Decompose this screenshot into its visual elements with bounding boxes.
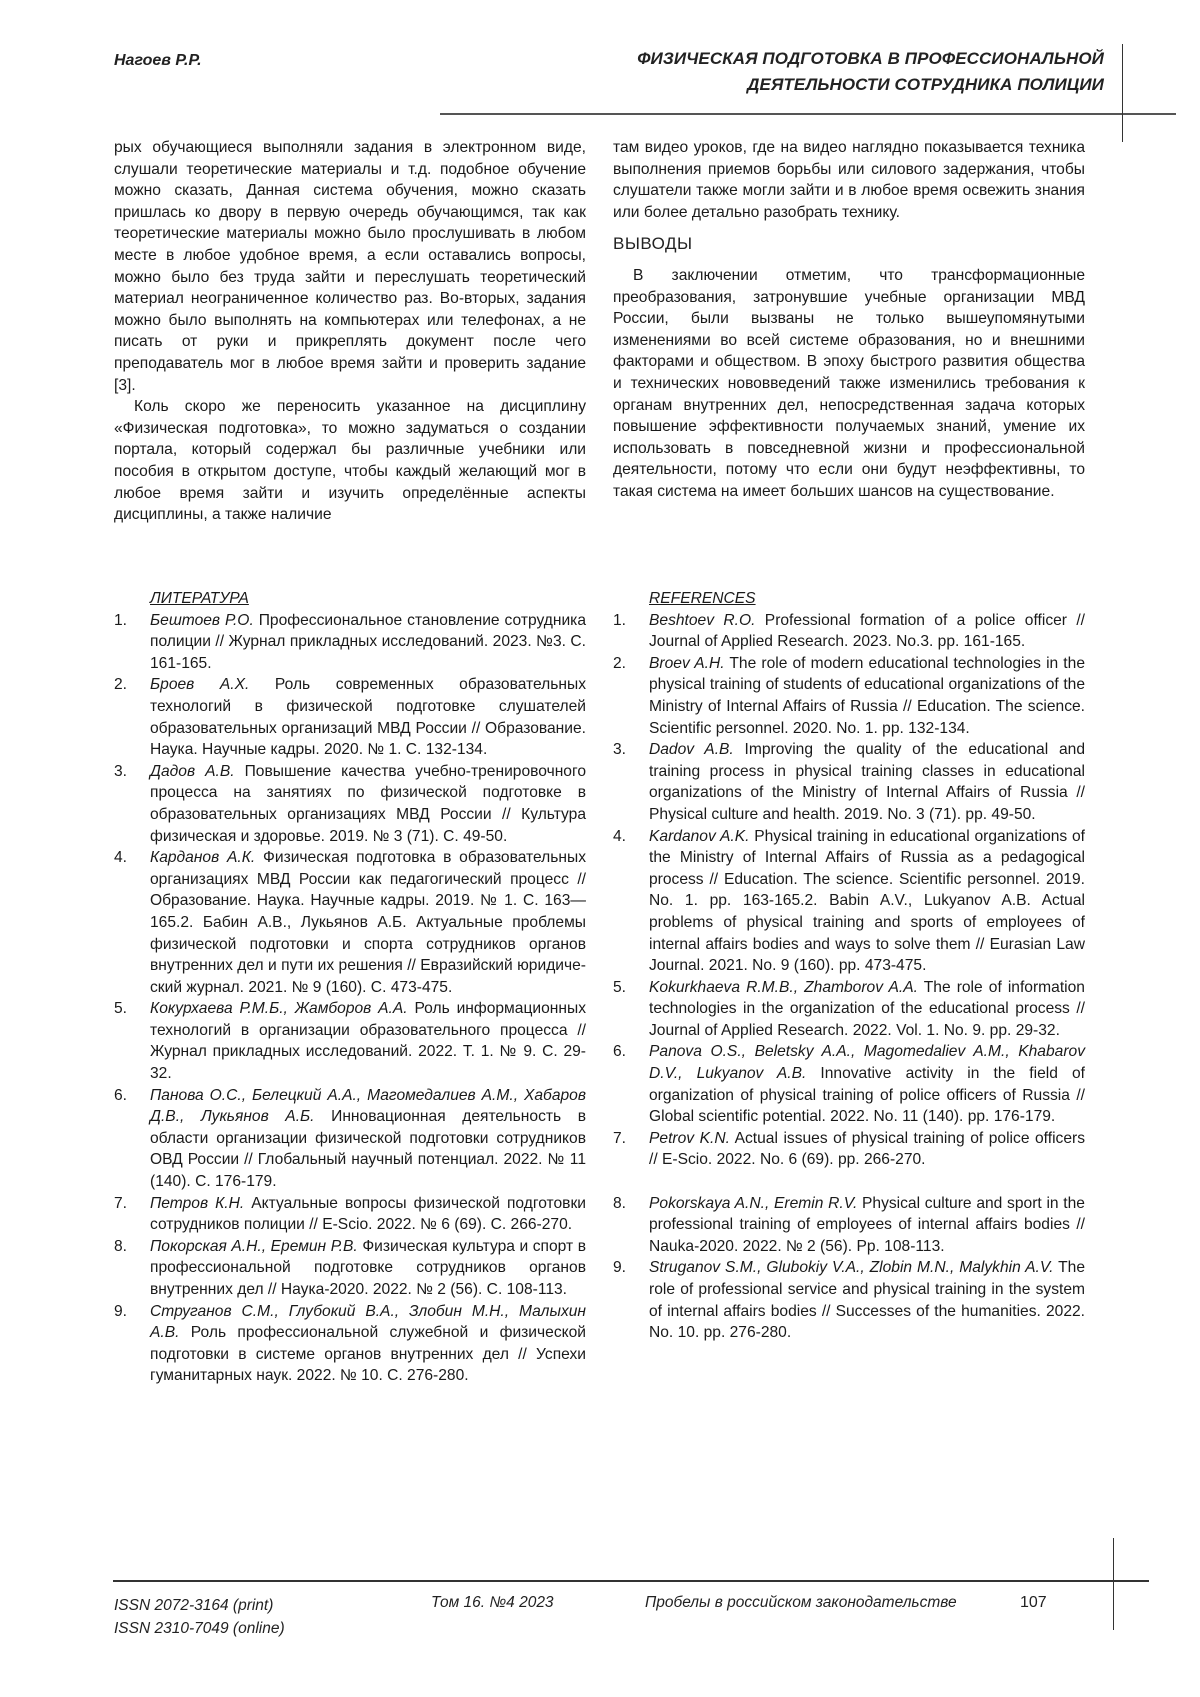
reference-item (114, 847, 586, 998)
body-paragraph: рых обучающиеся выполняли задания в электронном виде, слушали теоретические материалы и т.д. подобное обучение можно сказать, Данная система обучения, можно сказать пришлась ко двору в первую очередь обучающимся, так как теоретические материалы можно было прослушивать в любом месте в любое удобное время, а если оставались вопросы, можно было без труда зайти и переслушать теоретический материал неограниченное количество раз. Во-вторых, задания можно было выполнять на компьютерах или телефонах, а не писать от руки и прикреплять документ после чего преподаватель мог в любое время зайти и проверить задание [3]. (114, 139, 586, 394)
reference-authors: Broev A.H. (649, 654, 725, 672)
reference-number: 2. (613, 654, 627, 672)
running-head-title-line2: ДЕЯТЕЛЬНОСТИ СОТРУДНИКА ПОЛИЦИИ (747, 75, 1104, 94)
reference-authors: Beshtoev R.O. (649, 611, 756, 629)
conclusions-heading: ВЫВОДЫ (613, 234, 693, 254)
reference-authors: Карданов А.К. (150, 849, 256, 867)
reference-item (114, 1236, 586, 1301)
body-column-right (613, 137, 1085, 503)
reference-item (613, 1128, 1085, 1171)
reference-text: Роль современных образовательных технологий в физической подготовке слушателей образовательных организаций МВД России // Образование. Наука. Научные кадры. 2020. № 1. С. 132-134. (150, 676, 587, 759)
footer-crop-mark (1113, 1538, 1114, 1630)
footer-volume: Том 16. №4 2023 (431, 1594, 554, 1611)
reference-number: 6. (114, 1086, 128, 1104)
reference-text: Профессиональное становление сотрудника полиции // Журнал прикладных исследований. 2023. №3. С. 161-165. (150, 611, 586, 672)
reference-number: 5. (114, 1000, 128, 1018)
reference-number: 3. (613, 741, 627, 759)
reference-number: 7. (613, 1129, 627, 1147)
reference-authors: Кокурхаева Р.М.Б., Жамборов А.А. (150, 1000, 408, 1018)
page-number: 107 (1020, 1594, 1047, 1611)
reference-authors: Kokurkhaeva R.M.B., Zhamborov A.A. (649, 978, 918, 996)
body-column-left (114, 137, 586, 526)
body-paragraph: там видео уроков, где на видео наглядно показывается техника выполнения приемов борьбы или силового задержания, чтобы слушатели также могли зайти и в любое время освежить знания или более детально разобрать технику. (613, 139, 1085, 221)
running-head-title-line1: ФИЗИЧЕСКАЯ ПОДГОТОВКА В ПРОФЕССИОНАЛЬНОЙ (637, 49, 1104, 68)
reference-text: The role of information technologies in the organization of the educational process // Journal of Applied Research. 2022. Vol. 1. No. 9. pp. 29-32. (649, 978, 1085, 1039)
reference-authors: Kardanov A.K. (649, 827, 750, 845)
reference-text: Actual issues of physical training of police officers // E-Scio. 2022. No. 6 (69). pp. 266-270. (649, 1129, 1085, 1169)
reference-number: 4. (613, 827, 627, 845)
issn-online: ISSN 2310-7049 (online) (114, 1620, 285, 1637)
reference-authors: Покорская А.Н., Еремин Р.В. (150, 1237, 358, 1255)
reference-text: Физическая культура и спорт в профессиональной подготовке сотрудников органов внутренних дел // Наука-2020. 2022. № 2 (56). С. 108-113. (150, 1237, 586, 1298)
reference-authors: Бештоев Р.О. (150, 611, 254, 629)
reference-text: Повышение качества учебно-тренировочного процесса на занятиях по физической подготовке в образовательных организациях МВД России // Культура физическая и здоровье. 2019. № 3 (71). С. 49-50. (150, 762, 586, 845)
reference-authors: Petrov K.N. (649, 1129, 730, 1147)
footer-rule (113, 1580, 1149, 1582)
reference-authors: Dadov A.B. (649, 741, 734, 759)
body-paragraph: Коль скоро же переносить указанное на дисциплину «Физическая подготовка», то можно задуматься о создании портала, который содержал бы различные учебники или пособия в открытом доступе, чтобы каждый желающий мог в любое время зайти и изучить определённые аспекты дисциплины, а также наличие (114, 398, 586, 524)
reference-number: 3. (114, 762, 128, 780)
reference-authors: Броев А.Х. (150, 676, 250, 694)
reference-text: Physical culture and sport in the professional training of employees of internal affairs bodies // Nauka-2020. 2022. № 2 (56). Pp. 108-113. (649, 1194, 1085, 1255)
reference-item (613, 977, 1085, 1042)
reference-authors: Pokorskaya A.N., Eremin R.V. (649, 1194, 858, 1212)
reference-number: 9. (613, 1259, 627, 1277)
reference-item (114, 1301, 586, 1387)
reference-number: 2. (114, 676, 128, 694)
references-english (613, 588, 1085, 1344)
footer-journal-name: Пробелы в российском законодательстве (645, 1594, 957, 1611)
reference-text: Физическая подготовка в образовательных организациях МВД России как педагогический процесс // Образование. Наука. Научные кадры. 2019. № 1. С. 163—165.2. Бабин А.В., Лукьянов А.Б. Актуальные проблемы физической подготовки и спорта сотрудников органов внутренних дел и пути их решения // Евразийский юридический журнал. 2021. № 9 (160). С. 473-475. (150, 849, 587, 996)
reference-text: Актуальные вопросы физической подготовки сотрудников полиции // E-Scio. 2022. № 6 (69). С. 266-270. (150, 1194, 586, 1234)
spacer (613, 1171, 1085, 1193)
reference-item (613, 1257, 1085, 1343)
reference-authors: Struganov S.M., Glubokiy V.A., Zlobin M.N., Malykhin A.V. (649, 1259, 1054, 1277)
reference-item (613, 653, 1085, 739)
header-crop-mark (1122, 44, 1123, 142)
reference-authors: Дадов А.В. (150, 762, 235, 780)
reference-number: 4. (114, 849, 128, 867)
reference-text: Improving the quality of the educational and training process in physical training classes in educational organizations of the Ministry of Internal Affairs of Russia // Physical culture and health. 2019. No. 3 (71). pp. 49-50. (649, 741, 1086, 823)
reference-text: Physical training in educational organizations of the Ministry of Internal Affairs of Russia as a pedagogical process // Education. The science. Scientific personnel. 2019. No. 1. pp. 163-165.2. Babin A.V., Lukyanov A.B. Actual problems of physical training and sports of employees of internal affairs bodies and ways to solve them // Eurasian Law Journal. 2021. No. 9 (160). pp. 473-475. (649, 827, 1085, 975)
reference-number: 1. (613, 611, 627, 629)
reference-number: 9. (114, 1302, 128, 1320)
reference-text: The role of modern educational technologies in the physical training of students of educational organizations of the Ministry of Internal Affairs of Russia // Education. The science. Scientific personnel. 2020. No. 1. pp. 132-134. (649, 654, 1085, 737)
reference-authors: Panova O.S., Beletsky A.A., Magomedaliev A.M., Khabarov D.V., Lukyanov A.B. (649, 1043, 1085, 1083)
reference-item (613, 826, 1085, 977)
reference-item (613, 1193, 1085, 1258)
reference-number: 8. (114, 1237, 128, 1255)
reference-item (613, 610, 1085, 653)
reference-number: 5. (613, 978, 627, 996)
reference-number: 1. (114, 611, 128, 629)
reference-item (114, 1085, 586, 1193)
reference-authors: Струганов С.М., Глубокий В.А., Злобин М.Н., Малыхин А.В. (150, 1302, 586, 1342)
reference-item (613, 1041, 1085, 1127)
running-head-author: Нагоев Р.Р. (114, 52, 202, 69)
reference-text: Роль профессиональной служебной и физической подготовки в системе органов внутренних дел // Успехи гуманитарных наук. 2022. № 10. С. 276-280. (150, 1324, 586, 1385)
reference-authors: Панова О.С., Белецкий А.А., Магомедалиев А.М., Хабаров Д.В., Лукьянов А.Б. (150, 1086, 586, 1126)
references-russian (114, 588, 586, 1387)
references-title: REFERENCES (649, 590, 756, 607)
reference-item (114, 998, 586, 1084)
reference-number: 7. (114, 1194, 128, 1212)
header-rule (440, 113, 1176, 115)
reference-item (114, 610, 586, 675)
running-head-title (544, 46, 1104, 98)
references-title: ЛИТЕРАТУРА (150, 590, 249, 607)
reference-authors: Петров К.Н. (150, 1194, 245, 1212)
reference-item (114, 761, 586, 847)
reference-item (114, 674, 586, 760)
reference-number: 8. (613, 1194, 627, 1212)
reference-text: Роль информационных технологий в организации образовательного процесса // Журнал прикладных исследований. 2022. Т. 1. № 9. С. 29-32. (150, 1000, 586, 1083)
reference-text: Innovative activity in the field of organization of physical training of police officers of Russia // Global scientific potential. 2022. No. 11 (140). pp. 176-179. (649, 1065, 1085, 1126)
reference-text: Professional formation of a police officer // Journal of Applied Research. 2023. No.3. pp. 161-165. (649, 611, 1085, 651)
issn-print: ISSN 2072-3164 (print) (114, 1597, 274, 1614)
reference-text: The role of professional service and physical training in the system of internal affairs bodies // Successes of the humanities. 2022. No. 10. pp. 276-280. (649, 1259, 1085, 1342)
reference-number: 6. (613, 1043, 627, 1061)
footer-issn (114, 1594, 285, 1640)
reference-text: Инновационная деятельность в области организации физической подготовки сотрудников ОВД России // Глобальный научный потенциал. 2022. № 11 (140). С. 176-179. (150, 1108, 586, 1191)
reference-item (613, 739, 1085, 825)
reference-item (114, 1193, 586, 1236)
body-paragraph: В заключении отметим, что трансформационные преобразования, затронувшие учебные организации МВД России, были вызваны не только вышеупомянутыми изменениями во всей системе образования, но и внешними факторами и обществом. В эпоху быстрого развития общества и технических нововведений также изменились требования к органам внутренних дел, непосредственная задача которых повышение эффективности получаемых знаний, умение их использовать в повседневной жизни и профессиональной деятельности, потому что если они будут неэффективны, то такая система на имеет больших шансов на существование. (613, 266, 1085, 500)
